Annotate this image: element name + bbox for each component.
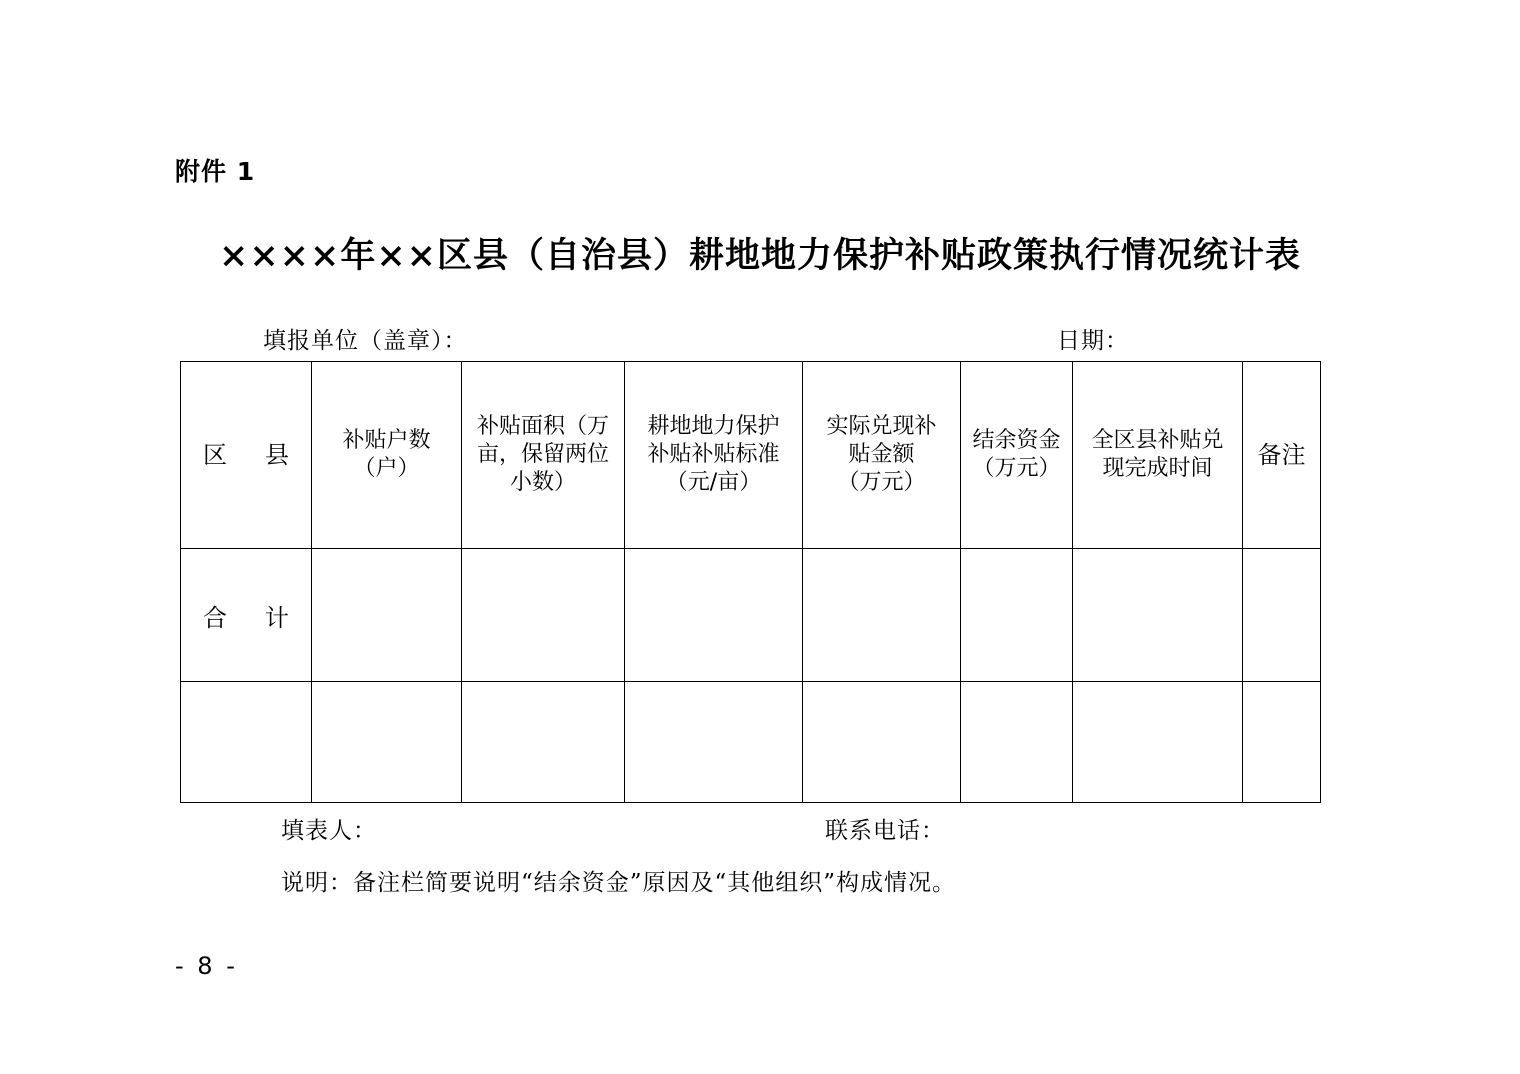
page-number: - 8 -	[175, 952, 238, 980]
page-title: ××××年××区县（自治县）耕地地力保护补贴政策执行情况统计表	[219, 235, 1301, 276]
cell-remarks[interactable]	[1243, 682, 1321, 803]
cell-actual-amount[interactable]	[803, 682, 961, 803]
cell-subsidy-area[interactable]	[462, 682, 625, 803]
cell-subsidy-area[interactable]	[462, 549, 625, 682]
column-header-completion-time	[1073, 362, 1243, 549]
cell-subsidy-standard[interactable]	[625, 549, 803, 682]
header-line: 亩，保留两位	[476, 441, 609, 467]
row-label-blank[interactable]	[181, 682, 312, 803]
cell-remaining-funds[interactable]	[961, 549, 1073, 682]
form-meta-row	[185, 322, 1335, 352]
statistics-table	[180, 361, 1321, 803]
cell-actual-amount[interactable]	[803, 549, 961, 682]
cell-household-count[interactable]	[312, 549, 462, 682]
table-body	[181, 549, 1321, 803]
header-line: 小数）	[509, 470, 576, 496]
header-line: 贴金额	[848, 441, 915, 467]
column-header-district: 区 县	[181, 362, 312, 549]
header-line: （万元）	[837, 470, 926, 496]
column-header-remarks: 备注	[1243, 362, 1321, 549]
column-header-remaining-funds	[961, 362, 1073, 549]
header-line: 全区县补贴兑	[1091, 427, 1224, 453]
cell-completion-time[interactable]	[1073, 549, 1243, 682]
cell-household-count[interactable]	[312, 682, 462, 803]
table-row	[181, 549, 1321, 682]
cell-completion-time[interactable]	[1073, 682, 1243, 803]
header-line: 结余资金	[972, 427, 1061, 453]
table-row	[181, 682, 1321, 803]
contact-phone-label: 联系电话：	[825, 818, 945, 844]
column-header-actual-amount	[803, 362, 961, 549]
header-line: 补贴户数	[342, 427, 431, 453]
column-header-subsidy-area	[462, 362, 625, 549]
column-header-household-count	[312, 362, 462, 549]
table-header	[181, 362, 1321, 549]
header-line: 实际兑现补	[826, 413, 937, 439]
cell-remarks[interactable]	[1243, 549, 1321, 682]
form-footer-row	[185, 812, 1335, 842]
header-line: （万元）	[972, 456, 1061, 481]
note-text: 说明：备注栏简要说明“结余资金”原因及“其他组织”构成情况。	[281, 870, 957, 896]
header-line: （户）	[353, 456, 420, 481]
attachment-label: 附件 1	[175, 157, 256, 186]
cell-subsidy-standard[interactable]	[625, 682, 803, 803]
header-line: 现完成时间	[1102, 456, 1213, 481]
header-line: 耕地地力保护	[647, 413, 780, 439]
date-label: 日期：	[1057, 328, 1129, 354]
cell-remaining-funds[interactable]	[961, 682, 1073, 803]
reporting-unit-label: 填报单位（盖章）：	[263, 328, 468, 354]
column-header-subsidy-standard	[625, 362, 803, 549]
filler-label: 填表人：	[281, 818, 377, 844]
header-line: （元/亩）	[665, 470, 762, 496]
header-line: 补贴面积（万	[476, 413, 609, 439]
table-header-row	[181, 362, 1321, 549]
row-label-total: 合 计	[181, 549, 312, 682]
header-line: 补贴补贴标准	[647, 441, 780, 467]
